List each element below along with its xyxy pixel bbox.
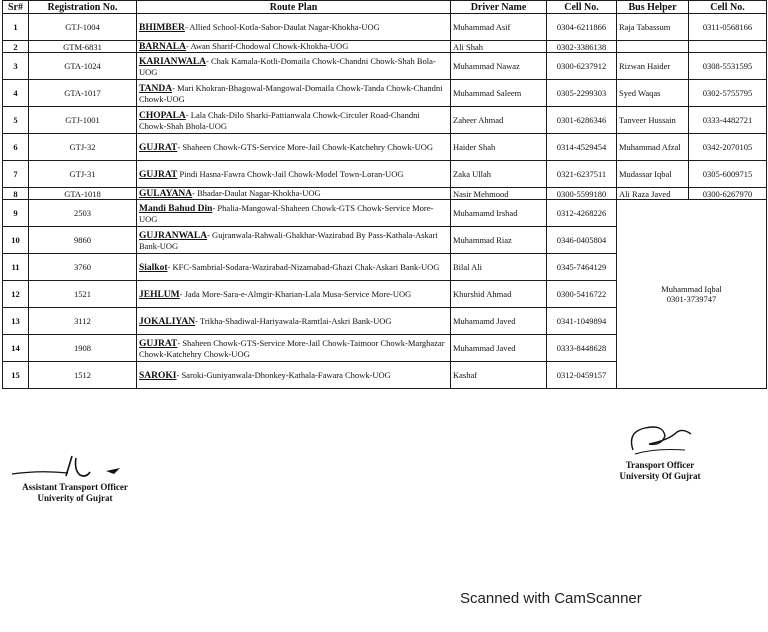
helper-cell: Tanveer Hussain [617,107,689,134]
route-stops: - Chak Kamala-Kotli-Domaila Chowk-Chandni Chowk-Shah Bola-UOG [139,55,436,77]
route-city: GUJRAT [139,338,178,349]
registration-cell: GTJ-32 [29,134,137,161]
route-stops: - Saroki-Guniyanwala-Dhonkey-Kathala-Fawara Chowk-UOG [176,369,391,380]
table-row [3,200,767,227]
table-row [3,161,767,188]
registration-cell: 1512 [29,362,137,389]
helper-cell: Muhammad Afzal [617,134,689,161]
route-cell [137,188,451,200]
route-stops: - Trikha-Shadiwal-Hariyawala-Ramtlai-Askri Bank-UOG [195,315,392,326]
sr-cell: 3 [3,53,29,80]
driver-phone-cell: 0345-7464129 [547,254,617,281]
route-city: JOKALIYAN [139,316,196,327]
route-city: KARIANWALA [139,56,207,67]
driver-phone-cell: 0312-0459157 [547,362,617,389]
route-city: SAROKI [139,370,177,381]
route-cell [137,281,451,308]
route-stops: Pindi Hasna-Fawra Chowk-Jail Chowk-Model Town-Loran-UOG [177,168,404,179]
helper-phone-cell: 0302-5755795 [689,80,767,107]
helper-phone-cell [689,41,767,53]
bus-route-table [2,0,767,389]
header-route-plan: Route Plan [137,1,451,14]
merged-helper-name: Muhammad Iqbal [661,284,722,294]
header-cell-no: Cell No. [547,1,617,14]
sr-cell: 9 [3,200,29,227]
header-driver-name: Driver Name [451,1,547,14]
route-cell [137,14,451,41]
route-city: GUJRANWALA [139,230,208,241]
driver-phone-cell: 0346-0405804 [547,227,617,254]
header-bus-helper: Bus Helper [617,1,689,14]
route-stops: - Mari Khokran-Bhagowal-Mangowal-Domaila Chowk-Tanda Chowk-Chandni Chowk-UOG [139,82,443,104]
driver-phone-cell: 0321-6237511 [547,161,617,188]
sr-cell: 7 [3,161,29,188]
table-row [3,134,767,161]
right-signature-title: Transport Officer [625,460,695,470]
driver-cell: Nasir Mehmood [451,188,547,200]
signature-scribble-icon [10,452,140,482]
driver-phone-cell: 0300-5599180 [547,188,617,200]
helper-phone-cell: 0300-6267970 [689,188,767,200]
helper-cell: Mudassar Iqbal [617,161,689,188]
table-header-row [3,1,767,14]
registration-cell: 3760 [29,254,137,281]
route-city: JEHLUM [139,289,180,300]
sr-cell: 10 [3,227,29,254]
table-row [3,41,767,53]
helper-phone-cell: 0305-6009715 [689,161,767,188]
table-row [3,14,767,41]
sr-cell: 6 [3,134,29,161]
route-city: GULAYANA [139,189,193,199]
route-cell [137,254,451,281]
route-cell [137,335,451,362]
route-city: BHIMBER [139,22,185,33]
route-cell [137,80,451,107]
route-city: BARNALA [139,42,186,52]
registration-cell: 2503 [29,200,137,227]
left-signature-org: Univerity of Gujrat [37,493,113,503]
helper-cell [617,41,689,53]
route-cell [137,227,451,254]
helper-cell: Ali Raza Javed [617,188,689,200]
driver-phone-cell: 0312-4268226 [547,200,617,227]
route-stops: - Lala Chak-Dilo Sharki-Pattianwala Chowk-Circuler Road-Chandni Chowk-Shah Bhola-UOG [139,109,420,131]
driver-cell: Muhammad Javed [451,335,547,362]
right-signature-org: University Of Gujrat [619,471,701,481]
driver-cell: Muhammad Saleem [451,80,547,107]
header-sr: Sr# [3,1,29,14]
route-stops: - Awan Sharif-Chodowal Chowk-Khokha-UOG [185,41,349,51]
driver-cell: Kashaf [451,362,547,389]
driver-phone-cell: 0314-4529454 [547,134,617,161]
table-row [3,188,767,200]
driver-cell: Zaka Ullah [451,161,547,188]
sr-cell: 8 [3,188,29,200]
transport-officer-signature-block [600,420,720,482]
driver-cell: Muhammad Nawaz [451,53,547,80]
driver-cell: Muhamamd Javed [451,308,547,335]
helper-phone-cell: 0342-2070105 [689,134,767,161]
driver-cell: Muhamamd Irshad [451,200,547,227]
registration-cell: 1908 [29,335,137,362]
merged-helper-cell [617,200,767,389]
route-cell [137,308,451,335]
sr-cell: 12 [3,281,29,308]
sr-cell: 4 [3,80,29,107]
route-city: GUJRAT [139,169,178,180]
driver-phone-cell: 0304-6211866 [547,14,617,41]
route-stops: - KFC-Sambrial-Sodara-Wazirabad-Nizamabad-Ghazi Chak-Askari Bank-UOG [167,261,440,272]
route-cell [137,41,451,53]
driver-phone-cell: 0341-1049894 [547,308,617,335]
registration-cell: GTA-1017 [29,80,137,107]
route-cell [137,134,451,161]
registration-cell: GTM-6831 [29,41,137,53]
route-stops: - Phalia-Mangowal-Shaheen Chowk-GTS Chowk-Service More-UOG [139,202,434,224]
registration-cell: GTA-1024 [29,53,137,80]
header-helper-cell-no: Cell No. [689,1,767,14]
registration-cell: 9860 [29,227,137,254]
route-stops: - Jada More-Sara-e-Almgir-Kharian-Lala Musa-Service More-UOG [179,288,412,299]
route-cell [137,200,451,227]
sr-cell: 14 [3,335,29,362]
driver-phone-cell: 0305-2299303 [547,80,617,107]
route-stops: - Bhadar-Daulat Nagar-Khokha-UOG [192,188,321,198]
sr-cell: 5 [3,107,29,134]
camscanner-watermark: Scanned with CamScanner [460,590,642,607]
sr-cell: 11 [3,254,29,281]
driver-cell: Zaheer Ahmad [451,107,547,134]
driver-phone-cell: 0300-6237912 [547,53,617,80]
route-cell [137,107,451,134]
sr-cell: 1 [3,14,29,41]
registration-cell: GTA-1018 [29,188,137,200]
registration-cell: GTJ-1004 [29,14,137,41]
driver-phone-cell: 0301-6286346 [547,107,617,134]
driver-cell: Khurshid Ahmad [451,281,547,308]
sr-cell: 13 [3,308,29,335]
route-cell [137,161,451,188]
helper-phone-cell: 0311-0568166 [689,14,767,41]
registration-cell: 3112 [29,308,137,335]
driver-cell: Muhammad Asif [451,14,547,41]
route-city: TANDA [139,83,173,94]
driver-cell: Haider Shah [451,134,547,161]
header-registration: Registration No. [29,1,137,14]
driver-cell: Muhammad Riaz [451,227,547,254]
route-cell [137,53,451,80]
registration-cell: GTJ-31 [29,161,137,188]
route-stops: - Allied School-Kotla-Sabor-Daulat Nagar-Khokha-UOG [184,21,380,32]
driver-cell: Ali Shah [451,41,547,53]
route-stops: - Shaheen Chowk-GTS-Service More-Jail Chowk-Taimoor Chowk-Marghazar Chowk-Katchehry Chowk-UOG [139,337,445,359]
helper-cell: Raja Tabassum [617,14,689,41]
registration-cell: GTJ-1001 [29,107,137,134]
assistant-transport-officer-signature-block [10,452,140,504]
route-city: CHOPALA [139,110,186,121]
sr-cell: 2 [3,41,29,53]
route-city: Mandi Bahud Din [139,203,213,214]
helper-phone-cell: 0333-4482721 [689,107,767,134]
left-signature-title: Assistant Transport Officer [22,482,128,492]
table-row [3,107,767,134]
sr-cell: 15 [3,362,29,389]
driver-cell: Bilal Ali [451,254,547,281]
route-stops: - Gujranwala-Rahwali-Ghakhar-Wazirabad By Pass-Kathala-Askari Bank-UOG [139,229,438,251]
table-row [3,53,767,80]
table-row [3,80,767,107]
route-cell [137,362,451,389]
helper-cell: Syed Waqas [617,80,689,107]
registration-cell: 1521 [29,281,137,308]
driver-phone-cell: 0300-5416722 [547,281,617,308]
route-city: GUJRAT [139,142,178,153]
helper-cell: Rizwan Haider [617,53,689,80]
merged-helper-phone: 0301-3739747 [666,294,717,304]
helper-phone-cell: 0308-5531595 [689,53,767,80]
signature-scribble-icon [605,420,715,460]
driver-phone-cell: 0302-3386138 [547,41,617,53]
route-stops: - Shaheen Chowk-GTS-Service More-Jail Chowk-Katchehry Chowk-UOG [177,141,434,152]
route-city: Sialkot [139,262,168,273]
driver-phone-cell: 0333-8448628 [547,335,617,362]
